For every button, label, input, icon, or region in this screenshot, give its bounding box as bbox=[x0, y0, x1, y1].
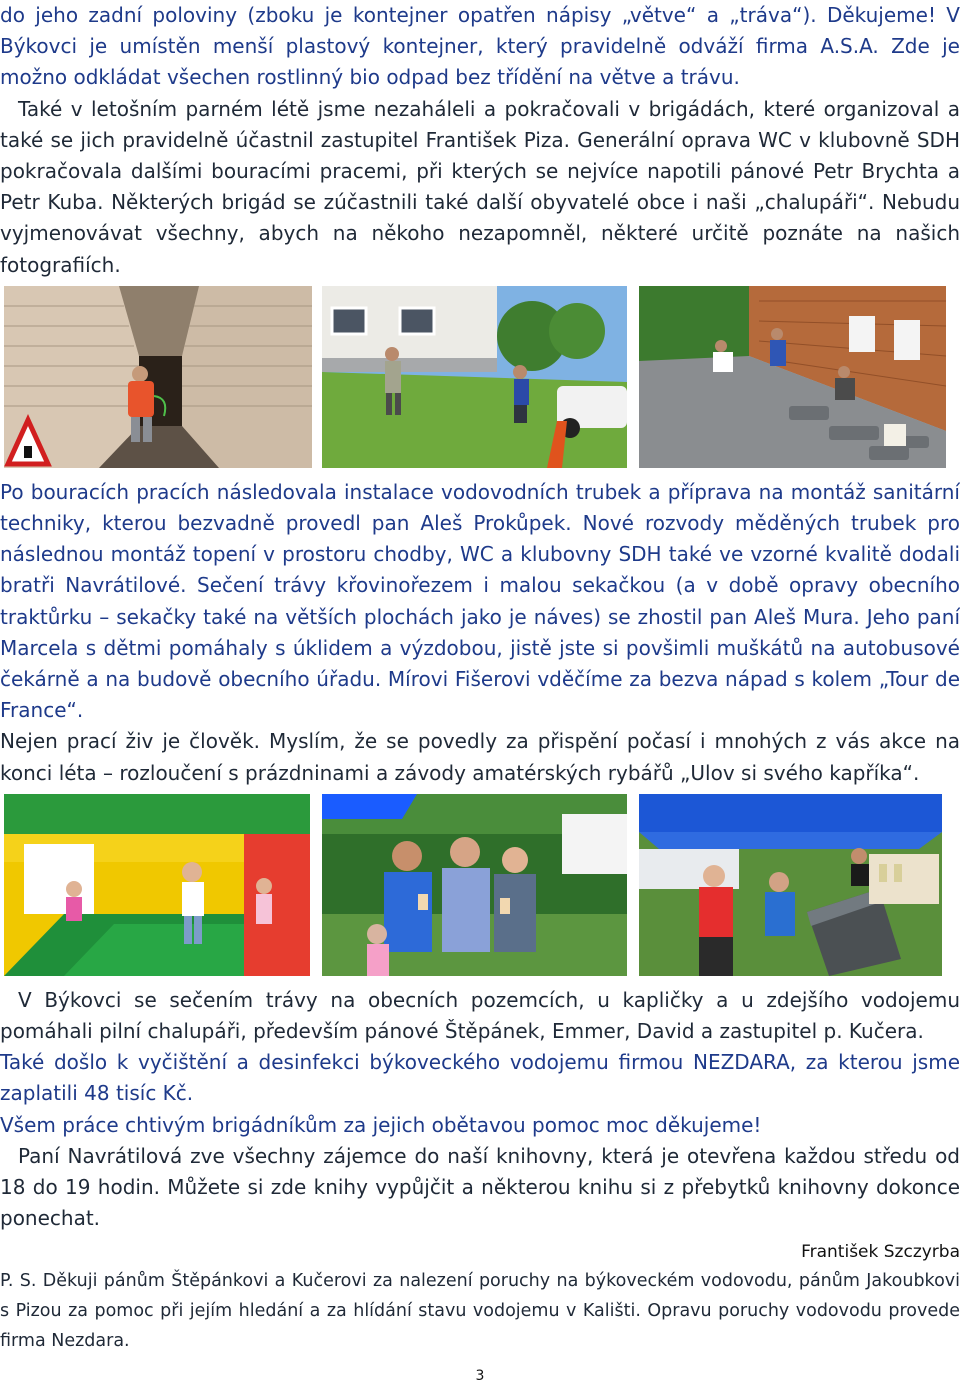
paragraph-plumbing: Po bouracích pracích následovala instalace vodovodních trubek a příprava na montáž sanitární techniky, kterou bezvadně provedl pan Aleš Prokůpek. Nové rozvody měděných trubek pro následnou montáž topení v prostoru chodby, WC a klubovny SDH také ve vzorné kvalitě dodali bratři Navrátilové. Sečení trávy křovinořezem i malou sekačkou (a v době opravy obecního traktůrku – sekačky také na větších plochách jako je náves) se zhostil pan Aleš Mura. Jeho paní Marcela s dětmi pomáhaly s úklidem a výzdobou, jistě jste si povšimli muškátů na autobusové čekárně a na budově obecního úřadu. Mírovi Fišerovi vděčíme za bezva nápad s kolem „Tour de France“. bbox=[0, 479, 960, 723]
photo-grill-stand bbox=[639, 794, 942, 976]
page-number: 3 bbox=[475, 1368, 485, 1384]
photo-row-works bbox=[0, 286, 960, 472]
paragraph-library: Paní Navrátilová zve všechny zájemce do naší knihovny, která je otevřena každou středu od 18 do 19 hodin. Můžete si zde knihy vypůjčit a některou knihu si z přebytků knihovny dokonce ponechat. bbox=[0, 1143, 960, 1231]
paragraph-events: Nejen prací živ je člověk. Myslím, že se povedly za přispění počasí i mnohých z vás akce na konci léta – rozloučení s prázdninami a závody amatérských rybářů „Ulov si svého kapříka“. bbox=[0, 729, 960, 785]
photo-row-events bbox=[0, 794, 960, 980]
paragraph-reservoir-cleaning: Také došlo k vyčištění a desinfekci býkoveckého vodojemu firmou NEZDARA, za kterou jsme zaplatili 48 tisíc Kč. bbox=[0, 1050, 960, 1106]
paragraph-summer-brigades: Také v letošním parném létě jsme nezaháleli a pokračovali v brigádách, které organizoval a také se jich pravidelně účastnil zastupitel František Piza. Generální oprava WC v klubovně SDH pokračovala dalšími bouracími pracemi, při kterých se nejvíce napotili pánové Petr Brychta a Petr Kuba. Některých brigád se zúčastnili také další obyvatelé obce i naši „chalupáři“. Nebudu vyjmenovávat všechny, abych na někoho nezapomněl, některé určitě poznáte na našich fotografiích. bbox=[0, 96, 960, 277]
photo-demolition-work bbox=[639, 286, 946, 468]
photo-brick-corridor bbox=[4, 286, 312, 468]
paragraph-bykovec-mowing: V Býkovci se sečením trávy na obecních pozemcích, u kapličky a u zdejšího vodojemu pomáhali pilní chalupáři, především pánové Štěpánek, Emmer, David a zastupitel p. Kučera. bbox=[0, 987, 960, 1044]
photo-garden-workers bbox=[322, 286, 627, 468]
paragraph-thanks: Všem práce chtivým brigádníkům za jejich obětavou pomoc moc děkujeme! bbox=[0, 1112, 762, 1137]
paragraph-ps: P. S. Děkuji pánům Štěpánkovi a Kučerovi za nalezení poruchy na býkoveckém vodovodu, pánům Jakoubkovi s Pizou za pomoc při jejím hledání a za hlídání stavu vodojemu v Kališti. Opravu poruchy vodovodu provede firma Nezdara. bbox=[0, 1271, 960, 1352]
photo-bouncy-castle bbox=[4, 794, 310, 976]
photo-three-people bbox=[322, 794, 627, 976]
author-signature: František Szczyrba bbox=[801, 1242, 960, 1263]
paragraph-waste-container: do jeho zadní poloviny (zboku je kontejner opatřen nápisy „větve“ a „tráva“). Děkujeme! V Býkovci je umístěn menší plastový kontejner, který pravidelně odváží firma A.S.A. Zde je možno odkládat všechen rostlinný bio odpad bez třídění na větve a trávu. bbox=[0, 3, 960, 90]
